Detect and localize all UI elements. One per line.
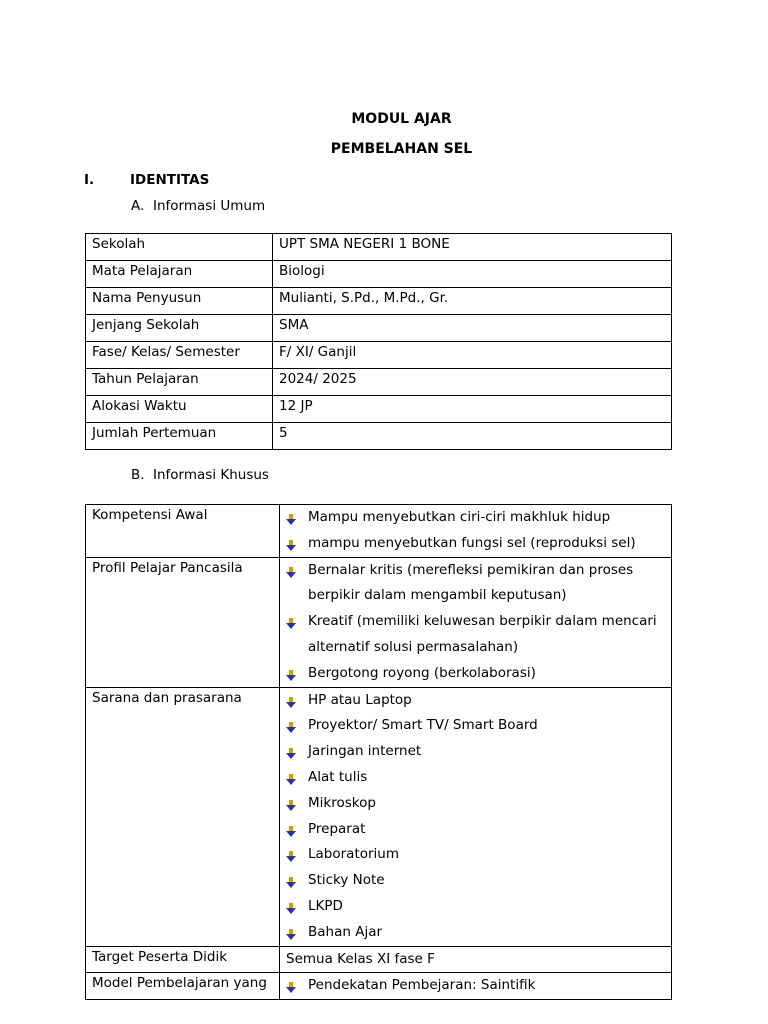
arrow-bullet-icon bbox=[286, 540, 296, 550]
table-value: F/ XI/ Ganjil bbox=[273, 342, 672, 369]
informasi-umum-table bbox=[85, 233, 672, 450]
table-value: 2024/ 2025 bbox=[273, 369, 672, 396]
arrow-bullet-icon bbox=[286, 722, 296, 732]
table-row bbox=[86, 687, 672, 946]
doc-title: MODUL AJAR bbox=[351, 111, 452, 127]
table-key: Fase/ Kelas/ Semester bbox=[86, 342, 273, 369]
list-item bbox=[286, 920, 671, 946]
table-value bbox=[280, 505, 672, 558]
arrow-bullet-icon bbox=[286, 748, 296, 758]
table-key: Alokasi Waktu bbox=[86, 396, 273, 423]
table-row bbox=[86, 973, 672, 1000]
table-row bbox=[86, 423, 672, 450]
bullet-list bbox=[286, 688, 671, 946]
list-item-text: Pendekatan Pembejaran: Saintifik bbox=[308, 977, 536, 994]
list-item bbox=[286, 842, 671, 868]
section-heading bbox=[84, 172, 209, 188]
list-item bbox=[286, 739, 671, 765]
table-key: Profil Pelajar Pancasila bbox=[86, 557, 280, 687]
bullet-list bbox=[286, 505, 671, 557]
table-row bbox=[86, 396, 672, 423]
table-value bbox=[280, 557, 672, 687]
list-item bbox=[286, 688, 671, 714]
informasi-khusus-table bbox=[85, 504, 672, 1000]
arrow-bullet-icon bbox=[286, 851, 296, 861]
table-row bbox=[86, 946, 672, 973]
list-item bbox=[286, 609, 671, 661]
list-item-text: Mampu menyebutkan ciri-ciri makhluk hidup bbox=[308, 509, 611, 525]
table-value: SMA bbox=[273, 315, 672, 342]
list-item-text: HP atau Laptop bbox=[308, 691, 412, 708]
table-value: Biologi bbox=[273, 261, 672, 288]
list-item-text: Bernalar kritis (merefleksi pemikiran dan proses berpikir dalam mengambil keputusan) bbox=[308, 561, 634, 604]
table-key: Sarana dan prasarana bbox=[86, 687, 280, 946]
list-item bbox=[286, 973, 671, 999]
table-key: Tahun Pelajaran bbox=[86, 369, 273, 396]
section-label: IDENTITAS bbox=[130, 172, 210, 188]
list-item-text: Jaringan internet bbox=[308, 743, 422, 760]
table-value: UPT SMA NEGERI 1 BONE bbox=[273, 234, 672, 261]
bullet-list bbox=[286, 973, 671, 999]
list-item-text: Alat tulis bbox=[308, 768, 368, 785]
subheading-b bbox=[131, 467, 269, 483]
list-item-text: Preparat bbox=[308, 820, 366, 837]
list-item bbox=[286, 791, 671, 817]
list-item-text: Bahan Ajar bbox=[308, 923, 383, 940]
table-value: Semua Kelas XI fase F bbox=[280, 946, 672, 973]
list-item-text: Proyektor/ Smart TV/ Smart Board bbox=[308, 717, 538, 734]
list-item-text: Laboratorium bbox=[308, 846, 400, 863]
table-row bbox=[86, 261, 672, 288]
table-key: Nama Penyusun bbox=[86, 288, 273, 315]
subheading-a-label: Informasi Umum bbox=[153, 198, 266, 214]
list-item bbox=[286, 765, 671, 791]
subheading-b-letter: B. bbox=[131, 467, 145, 483]
arrow-bullet-icon bbox=[286, 800, 296, 810]
arrow-bullet-icon bbox=[286, 982, 296, 992]
table-row bbox=[86, 288, 672, 315]
table-row bbox=[86, 557, 672, 687]
bullet-list bbox=[286, 558, 671, 687]
table-value: 12 JP bbox=[273, 396, 672, 423]
table-row bbox=[86, 234, 672, 261]
arrow-bullet-icon bbox=[286, 929, 296, 939]
table-row bbox=[86, 315, 672, 342]
arrow-bullet-icon bbox=[286, 670, 296, 680]
table-row bbox=[86, 505, 672, 558]
table-key: Kompetensi Awal bbox=[86, 505, 280, 558]
table-value: Mulianti, S.Pd., M.Pd., Gr. bbox=[273, 288, 672, 315]
section-number: I. bbox=[84, 172, 95, 188]
arrow-bullet-icon bbox=[286, 697, 296, 707]
arrow-bullet-icon bbox=[286, 774, 296, 784]
arrow-bullet-icon bbox=[286, 567, 296, 577]
table-row bbox=[86, 342, 672, 369]
subheading-a-letter: A. bbox=[131, 198, 145, 214]
list-item bbox=[286, 713, 671, 739]
doc-subtitle: PEMBELAHAN SEL bbox=[330, 141, 473, 157]
arrow-bullet-icon bbox=[286, 877, 296, 887]
list-item bbox=[286, 505, 671, 531]
list-item bbox=[286, 894, 671, 920]
table-key: Model Pembelajaran yang bbox=[86, 973, 280, 1000]
list-item bbox=[286, 531, 671, 557]
table-value bbox=[280, 973, 672, 1000]
table-value: 5 bbox=[273, 423, 672, 450]
list-item-text: mampu menyebutkan fungsi sel (reproduksi sel) bbox=[308, 534, 636, 551]
list-item bbox=[286, 868, 671, 894]
arrow-bullet-icon bbox=[286, 618, 296, 628]
subheading-b-label: Informasi Khusus bbox=[153, 467, 269, 483]
list-item-text: Sticky Note bbox=[308, 872, 385, 889]
table-key: Jenjang Sekolah bbox=[86, 315, 273, 342]
list-item-text: Kreatif (memiliki keluwesan berpikir dalam mencari alternatif solusi permasalahan) bbox=[308, 613, 657, 655]
arrow-bullet-icon bbox=[286, 514, 296, 524]
table-key: Jumlah Pertemuan bbox=[86, 423, 273, 450]
list-item-text: Bergotong royong (berkolaborasi) bbox=[308, 664, 536, 681]
arrow-bullet-icon bbox=[286, 903, 296, 913]
list-item-text: LKPD bbox=[308, 897, 343, 914]
list-item bbox=[286, 558, 671, 610]
table-value bbox=[280, 687, 672, 946]
table-key: Mata Pelajaran bbox=[86, 261, 273, 288]
list-item bbox=[286, 817, 671, 843]
arrow-bullet-icon bbox=[286, 826, 296, 836]
subheading-a bbox=[131, 198, 265, 214]
table-key: Target Peserta Didik bbox=[86, 946, 280, 973]
table-key: Sekolah bbox=[86, 234, 273, 261]
table-row bbox=[86, 369, 672, 396]
list-item-text: Mikroskop bbox=[308, 794, 376, 811]
list-item bbox=[286, 661, 671, 687]
